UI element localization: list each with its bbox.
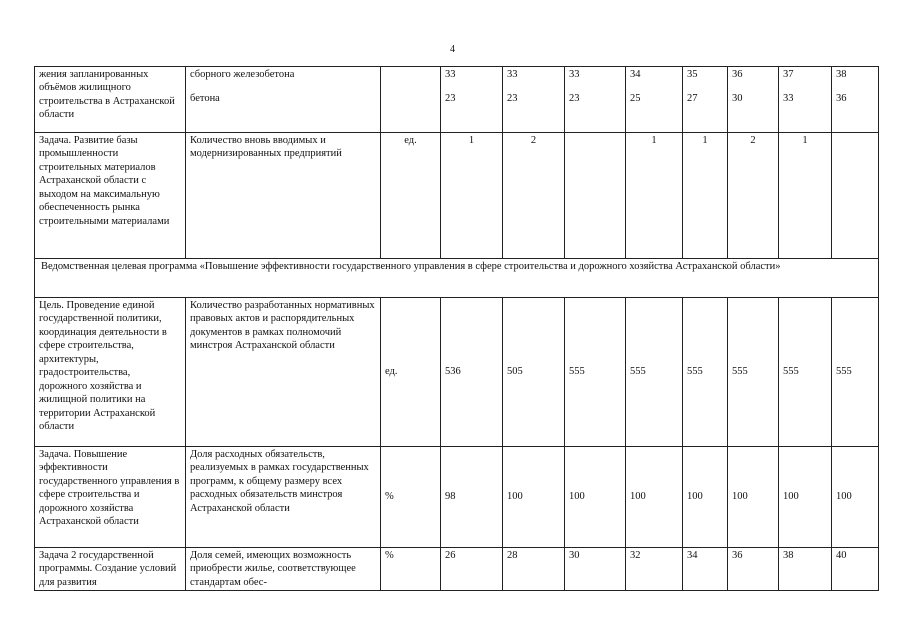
- value-cell: 26: [441, 548, 503, 591]
- goal-cell: Цель. Проведение единой государственной политики, координация деятельности в сфере строительства, архитектуры, градостроительства, дорожного хозяйства и жилищной политики на территории Астраханской области: [35, 298, 186, 447]
- value-cell: 100: [503, 447, 565, 548]
- value-cell: 555: [728, 298, 779, 447]
- value-cell: [565, 67, 626, 133]
- goal-cell: жения запланированных объёмов жилищного строительства в Астраханской области: [35, 67, 186, 133]
- value-cell: 98: [441, 447, 503, 548]
- table-row: [35, 133, 879, 259]
- value-cell: 100: [728, 447, 779, 548]
- value-cell: 40: [832, 548, 879, 591]
- value-cell: 34: [683, 548, 728, 591]
- value-cell: 28: [503, 548, 565, 591]
- indicator-cell: Количество вновь вводимых и модернизированных предприятий: [186, 133, 381, 259]
- value-line: 23: [569, 93, 580, 105]
- table-row: [35, 67, 879, 133]
- goal-cell: Задача 2 государственной программы. Создание условий для развития: [35, 548, 186, 591]
- value-cell: 1: [683, 133, 728, 259]
- value-cell: 2: [728, 133, 779, 259]
- indicator-line: бетона: [190, 93, 220, 105]
- value-line: 36: [836, 93, 847, 105]
- indicator-cell: Доля семей, имеющих возможность приобрести жилье, соответствующее стандартам обес-: [186, 548, 381, 591]
- value-cell: [728, 67, 779, 133]
- value-cell: 30: [565, 548, 626, 591]
- indicators-table: [34, 66, 879, 591]
- value-cell: 1: [441, 133, 503, 259]
- table-row: [35, 447, 879, 548]
- value-cell: 32: [626, 548, 683, 591]
- value-line: 33: [507, 69, 518, 80]
- value-line: 25: [630, 93, 641, 105]
- program-title-cell: Ведомственная целевая программа «Повышение эффективности государственного управления в сфере строительства и дорожного хозяйства Астраханской области»: [35, 259, 879, 298]
- table-row: [35, 259, 879, 298]
- value-cell: [683, 67, 728, 133]
- value-line: 36: [732, 69, 743, 80]
- value-cell: 100: [832, 447, 879, 548]
- value-cell: 38: [779, 548, 832, 591]
- value-line: 38: [836, 69, 847, 80]
- value-cell: 555: [779, 298, 832, 447]
- unit-cell: %: [381, 447, 441, 548]
- table-row: [35, 548, 879, 591]
- value-line: 33: [569, 69, 580, 80]
- value-cell: 505: [503, 298, 565, 447]
- value-cell: [779, 67, 832, 133]
- value-cell: 555: [683, 298, 728, 447]
- value-cell: [626, 67, 683, 133]
- indicator-cell: Доля расходных обязательств, реализуемых в рамках государственных программ, к общему размеру всех расходных обязательств минстроя Астраханской области: [186, 447, 381, 548]
- value-cell: 555: [832, 298, 879, 447]
- value-cell: 555: [626, 298, 683, 447]
- unit-cell: [381, 67, 441, 133]
- value-cell: 2: [503, 133, 565, 259]
- value-cell: 1: [779, 133, 832, 259]
- value-cell: 100: [779, 447, 832, 548]
- value-cell: 536: [441, 298, 503, 447]
- value-line: 30: [732, 93, 743, 105]
- unit-cell: %: [381, 548, 441, 591]
- value-line: 33: [445, 69, 456, 80]
- value-line: 35: [687, 69, 698, 80]
- value-cell: [441, 67, 503, 133]
- value-cell: [565, 133, 626, 259]
- value-line: 27: [687, 93, 698, 105]
- value-cell: 1: [626, 133, 683, 259]
- value-line: 23: [445, 93, 456, 105]
- table-row: [35, 298, 879, 447]
- value-cell: 100: [683, 447, 728, 548]
- value-cell: [832, 67, 879, 133]
- unit-cell: ед.: [381, 133, 441, 259]
- value-cell: 100: [626, 447, 683, 548]
- value-cell: 36: [728, 548, 779, 591]
- value-line: 23: [507, 93, 518, 105]
- value-line: 33: [783, 93, 794, 105]
- value-cell: 555: [565, 298, 626, 447]
- goal-cell: Задача. Повышение эффективности государственного управления в сфере строительства и дорожного хозяйства Астраханской области: [35, 447, 186, 548]
- value-cell: [503, 67, 565, 133]
- value-line: 37: [783, 69, 794, 80]
- value-cell: [832, 133, 879, 259]
- indicator-line: сборного железобетона: [190, 69, 295, 80]
- indicator-cell: Количество разработанных нормативных правовых актов и распорядительных документов в рамках полномочий минстроя Астраханской области: [186, 298, 381, 447]
- value-cell: 100: [565, 447, 626, 548]
- unit-cell: ед.: [381, 298, 441, 447]
- goal-cell: Задача. Развитие базы промышленности строительных материалов Астраханской области с выходом на максимальную обеспеченность рынка строительными материалами: [35, 133, 186, 259]
- value-line: 34: [630, 69, 641, 80]
- page-number: 4: [450, 44, 455, 55]
- indicator-cell: [186, 67, 381, 133]
